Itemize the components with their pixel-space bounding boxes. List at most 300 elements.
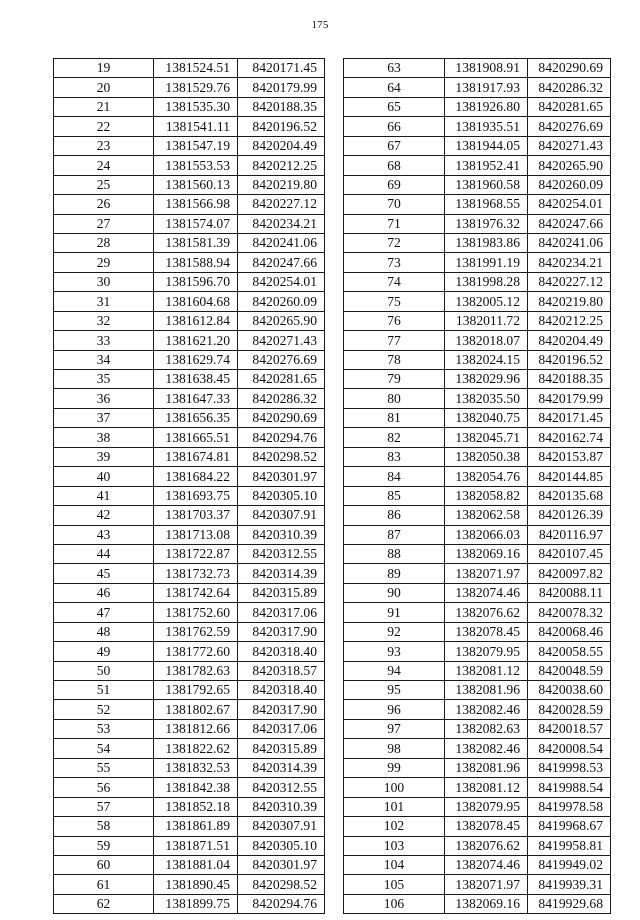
table-row: [54, 700, 325, 719]
table-row: [54, 564, 325, 583]
point-number-cell: 95: [344, 681, 445, 700]
x-coordinate-cell: 1382076.62: [445, 603, 528, 622]
point-number-cell: 66: [344, 117, 445, 136]
table-row: [54, 661, 325, 680]
table-row: [344, 719, 611, 738]
y-coordinate-cell: 8420307.91: [238, 506, 325, 525]
x-coordinate-cell: 1381802.67: [154, 700, 238, 719]
table-row: [344, 195, 611, 214]
x-coordinate-cell: 1382078.45: [445, 817, 528, 836]
coordinates-table-left: [53, 58, 325, 914]
y-coordinate-cell: 8420188.35: [238, 97, 325, 116]
x-coordinate-cell: 1381638.45: [154, 370, 238, 389]
y-coordinate-cell: 8420247.66: [238, 253, 325, 272]
y-coordinate-cell: 8420227.12: [528, 272, 611, 291]
table-row: [54, 214, 325, 233]
x-coordinate-cell: 1381935.51: [445, 117, 528, 136]
point-number-cell: 93: [344, 642, 445, 661]
table-row: [54, 855, 325, 874]
x-coordinate-cell: 1382081.96: [445, 758, 528, 777]
x-coordinate-cell: 1381926.80: [445, 97, 528, 116]
table-row: [344, 311, 611, 330]
table-row: [344, 739, 611, 758]
table-row: [344, 389, 611, 408]
point-number-cell: 32: [54, 311, 154, 330]
x-coordinate-cell: 1381899.75: [154, 894, 238, 913]
y-coordinate-cell: 8420317.06: [238, 719, 325, 738]
x-coordinate-cell: 1382082.46: [445, 700, 528, 719]
y-coordinate-cell: 8420144.85: [528, 467, 611, 486]
point-number-cell: 100: [344, 778, 445, 797]
table-row: [54, 156, 325, 175]
point-number-cell: 59: [54, 836, 154, 855]
point-number-cell: 87: [344, 525, 445, 544]
table-row: [54, 817, 325, 836]
x-coordinate-cell: 1382082.63: [445, 719, 528, 738]
point-number-cell: 27: [54, 214, 154, 233]
x-coordinate-cell: 1381684.22: [154, 467, 238, 486]
point-number-cell: 34: [54, 350, 154, 369]
y-coordinate-cell: 8420301.97: [238, 467, 325, 486]
table-row: [344, 855, 611, 874]
table-row: [344, 622, 611, 641]
y-coordinate-cell: 8420310.39: [238, 797, 325, 816]
point-number-cell: 64: [344, 78, 445, 97]
table-row: [344, 486, 611, 505]
table-row: [344, 681, 611, 700]
y-coordinate-cell: 8419958.81: [528, 836, 611, 855]
table-row: [54, 292, 325, 311]
point-number-cell: 29: [54, 253, 154, 272]
x-coordinate-cell: 1382062.58: [445, 506, 528, 525]
point-number-cell: 79: [344, 370, 445, 389]
point-number-cell: 46: [54, 583, 154, 602]
y-coordinate-cell: 8420281.65: [528, 97, 611, 116]
table-row: [54, 739, 325, 758]
table-row: [344, 253, 611, 272]
table-row: [344, 428, 611, 447]
point-number-cell: 25: [54, 175, 154, 194]
point-number-cell: 91: [344, 603, 445, 622]
y-coordinate-cell: 8420294.76: [238, 894, 325, 913]
x-coordinate-cell: 1381604.68: [154, 292, 238, 311]
x-coordinate-cell: 1381665.51: [154, 428, 238, 447]
table-row: [344, 700, 611, 719]
table-row: [344, 156, 611, 175]
table-row: [344, 875, 611, 894]
x-coordinate-cell: 1381960.58: [445, 175, 528, 194]
point-number-cell: 77: [344, 331, 445, 350]
x-coordinate-cell: 1382081.12: [445, 661, 528, 680]
point-number-cell: 103: [344, 836, 445, 855]
point-number-cell: 104: [344, 855, 445, 874]
point-number-cell: 42: [54, 506, 154, 525]
x-coordinate-cell: 1382081.12: [445, 778, 528, 797]
y-coordinate-cell: 8420126.39: [528, 506, 611, 525]
table-row: [54, 233, 325, 252]
table-row: [54, 894, 325, 913]
y-coordinate-cell: 8420088.11: [528, 583, 611, 602]
table-row: [54, 253, 325, 272]
point-number-cell: 80: [344, 389, 445, 408]
table-row: [54, 622, 325, 641]
point-number-cell: 41: [54, 486, 154, 505]
y-coordinate-cell: 8420153.87: [528, 447, 611, 466]
table-row: [54, 97, 325, 116]
table-row: [54, 350, 325, 369]
y-coordinate-cell: 8420179.99: [238, 78, 325, 97]
table-row: [344, 350, 611, 369]
table-row: [54, 525, 325, 544]
x-coordinate-cell: 1382066.03: [445, 525, 528, 544]
point-number-cell: 21: [54, 97, 154, 116]
y-coordinate-cell: 8420290.69: [528, 59, 611, 78]
table-row: [54, 486, 325, 505]
table-row: [54, 875, 325, 894]
y-coordinate-cell: 8420247.66: [528, 214, 611, 233]
point-number-cell: 45: [54, 564, 154, 583]
table-row: [344, 272, 611, 291]
x-coordinate-cell: 1381792.65: [154, 681, 238, 700]
table-row: [344, 175, 611, 194]
x-coordinate-cell: 1382029.96: [445, 370, 528, 389]
table-row: [54, 506, 325, 525]
point-number-cell: 96: [344, 700, 445, 719]
point-number-cell: 35: [54, 370, 154, 389]
y-coordinate-cell: 8420234.21: [238, 214, 325, 233]
y-coordinate-cell: 8420058.55: [528, 642, 611, 661]
point-number-cell: 65: [344, 97, 445, 116]
point-number-cell: 37: [54, 408, 154, 427]
point-number-cell: 86: [344, 506, 445, 525]
table-row: [54, 778, 325, 797]
x-coordinate-cell: 1382071.97: [445, 564, 528, 583]
table-row: [54, 175, 325, 194]
x-coordinate-cell: 1381968.55: [445, 195, 528, 214]
y-coordinate-cell: 8420305.10: [238, 486, 325, 505]
x-coordinate-cell: 1382054.76: [445, 467, 528, 486]
point-number-cell: 63: [344, 59, 445, 78]
point-number-cell: 83: [344, 447, 445, 466]
table-row: [344, 370, 611, 389]
x-coordinate-cell: 1382024.15: [445, 350, 528, 369]
point-number-cell: 22: [54, 117, 154, 136]
x-coordinate-cell: 1382058.82: [445, 486, 528, 505]
point-number-cell: 99: [344, 758, 445, 777]
y-coordinate-cell: 8420219.80: [238, 175, 325, 194]
y-coordinate-cell: 8420318.40: [238, 642, 325, 661]
x-coordinate-cell: 1381762.59: [154, 622, 238, 641]
point-number-cell: 84: [344, 467, 445, 486]
table-row: [54, 117, 325, 136]
x-coordinate-cell: 1381782.63: [154, 661, 238, 680]
x-coordinate-cell: 1381647.33: [154, 389, 238, 408]
table-row: [54, 797, 325, 816]
point-number-cell: 69: [344, 175, 445, 194]
y-coordinate-cell: 8420008.54: [528, 739, 611, 758]
y-coordinate-cell: 8420260.09: [528, 175, 611, 194]
point-number-cell: 81: [344, 408, 445, 427]
point-number-cell: 102: [344, 817, 445, 836]
y-coordinate-cell: 8420212.25: [238, 156, 325, 175]
point-number-cell: 72: [344, 233, 445, 252]
x-coordinate-cell: 1381621.20: [154, 331, 238, 350]
table-row: [54, 447, 325, 466]
x-coordinate-cell: 1381822.62: [154, 739, 238, 758]
y-coordinate-cell: 8420204.49: [528, 331, 611, 350]
point-number-cell: 36: [54, 389, 154, 408]
y-coordinate-cell: 8420068.46: [528, 622, 611, 641]
table-row: [54, 136, 325, 155]
y-coordinate-cell: 8419949.02: [528, 855, 611, 874]
x-coordinate-cell: 1381693.75: [154, 486, 238, 505]
x-coordinate-cell: 1381832.53: [154, 758, 238, 777]
point-number-cell: 88: [344, 544, 445, 563]
point-number-cell: 43: [54, 525, 154, 544]
point-number-cell: 20: [54, 78, 154, 97]
point-number-cell: 78: [344, 350, 445, 369]
x-coordinate-cell: 1382069.16: [445, 894, 528, 913]
table-row: [54, 195, 325, 214]
y-coordinate-cell: 8420048.59: [528, 661, 611, 680]
point-number-cell: 26: [54, 195, 154, 214]
point-number-cell: 19: [54, 59, 154, 78]
coordinates-table-left-body: [54, 59, 325, 914]
table-row: [344, 136, 611, 155]
y-coordinate-cell: 8420260.09: [238, 292, 325, 311]
table-row: [54, 272, 325, 291]
point-number-cell: 85: [344, 486, 445, 505]
table-row: [344, 447, 611, 466]
point-number-cell: 89: [344, 564, 445, 583]
point-number-cell: 60: [54, 855, 154, 874]
point-number-cell: 40: [54, 467, 154, 486]
y-coordinate-cell: 8420116.97: [528, 525, 611, 544]
y-coordinate-cell: 8420162.74: [528, 428, 611, 447]
y-coordinate-cell: 8420018.57: [528, 719, 611, 738]
y-coordinate-cell: 8420196.52: [238, 117, 325, 136]
point-number-cell: 48: [54, 622, 154, 641]
x-coordinate-cell: 1382074.46: [445, 855, 528, 874]
x-coordinate-cell: 1381529.76: [154, 78, 238, 97]
table-row: [54, 59, 325, 78]
point-number-cell: 70: [344, 195, 445, 214]
x-coordinate-cell: 1381861.89: [154, 817, 238, 836]
table-row: [54, 719, 325, 738]
y-coordinate-cell: 8420301.97: [238, 855, 325, 874]
x-coordinate-cell: 1382040.75: [445, 408, 528, 427]
table-row: [54, 389, 325, 408]
table-row: [54, 642, 325, 661]
table-row: [54, 370, 325, 389]
x-coordinate-cell: 1382081.96: [445, 681, 528, 700]
y-coordinate-cell: 8420097.82: [528, 564, 611, 583]
y-coordinate-cell: 8420234.21: [528, 253, 611, 272]
point-number-cell: 49: [54, 642, 154, 661]
x-coordinate-cell: 1381842.38: [154, 778, 238, 797]
table-row: [344, 233, 611, 252]
y-coordinate-cell: 8420212.25: [528, 311, 611, 330]
table-row: [344, 836, 611, 855]
table-row: [344, 564, 611, 583]
table-row: [54, 681, 325, 700]
table-row: [344, 59, 611, 78]
y-coordinate-cell: 8420271.43: [528, 136, 611, 155]
table-row: [344, 525, 611, 544]
table-row: [54, 428, 325, 447]
x-coordinate-cell: 1381944.05: [445, 136, 528, 155]
point-number-cell: 105: [344, 875, 445, 894]
point-number-cell: 52: [54, 700, 154, 719]
y-coordinate-cell: 8420265.90: [528, 156, 611, 175]
y-coordinate-cell: 8419998.53: [528, 758, 611, 777]
table-row: [344, 544, 611, 563]
y-coordinate-cell: 8419978.58: [528, 797, 611, 816]
x-coordinate-cell: 1381742.64: [154, 583, 238, 602]
table-row: [344, 408, 611, 427]
x-coordinate-cell: 1382079.95: [445, 642, 528, 661]
table-row: [54, 603, 325, 622]
y-coordinate-cell: 8419929.68: [528, 894, 611, 913]
x-coordinate-cell: 1382071.97: [445, 875, 528, 894]
y-coordinate-cell: 8419939.31: [528, 875, 611, 894]
y-coordinate-cell: 8420196.52: [528, 350, 611, 369]
x-coordinate-cell: 1382078.45: [445, 622, 528, 641]
table-row: [344, 758, 611, 777]
y-coordinate-cell: 8420241.06: [238, 233, 325, 252]
x-coordinate-cell: 1381547.19: [154, 136, 238, 155]
y-coordinate-cell: 8420318.57: [238, 661, 325, 680]
point-number-cell: 39: [54, 447, 154, 466]
y-coordinate-cell: 8420305.10: [238, 836, 325, 855]
table-row: [344, 97, 611, 116]
coordinates-table-right: [343, 58, 611, 914]
y-coordinate-cell: 8420294.76: [238, 428, 325, 447]
y-coordinate-cell: 8419968.67: [528, 817, 611, 836]
table-row: [344, 661, 611, 680]
x-coordinate-cell: 1381890.45: [154, 875, 238, 894]
x-coordinate-cell: 1381812.66: [154, 719, 238, 738]
point-number-cell: 74: [344, 272, 445, 291]
point-number-cell: 33: [54, 331, 154, 350]
x-coordinate-cell: 1382050.38: [445, 447, 528, 466]
x-coordinate-cell: 1382035.50: [445, 389, 528, 408]
x-coordinate-cell: 1381703.37: [154, 506, 238, 525]
point-number-cell: 28: [54, 233, 154, 252]
x-coordinate-cell: 1381553.53: [154, 156, 238, 175]
x-coordinate-cell: 1382074.46: [445, 583, 528, 602]
x-coordinate-cell: 1381713.08: [154, 525, 238, 544]
y-coordinate-cell: 8420219.80: [528, 292, 611, 311]
table-row: [54, 758, 325, 777]
y-coordinate-cell: 8420315.89: [238, 583, 325, 602]
point-number-cell: 38: [54, 428, 154, 447]
y-coordinate-cell: 8420281.65: [238, 370, 325, 389]
point-number-cell: 61: [54, 875, 154, 894]
y-coordinate-cell: 8420312.55: [238, 544, 325, 563]
x-coordinate-cell: 1381881.04: [154, 855, 238, 874]
y-coordinate-cell: 8420315.89: [238, 739, 325, 758]
table-row: [54, 311, 325, 330]
point-number-cell: 44: [54, 544, 154, 563]
x-coordinate-cell: 1381952.41: [445, 156, 528, 175]
point-number-cell: 50: [54, 661, 154, 680]
point-number-cell: 58: [54, 817, 154, 836]
y-coordinate-cell: 8420286.32: [528, 78, 611, 97]
x-coordinate-cell: 1381535.30: [154, 97, 238, 116]
point-number-cell: 47: [54, 603, 154, 622]
point-number-cell: 92: [344, 622, 445, 641]
point-number-cell: 62: [54, 894, 154, 913]
point-number-cell: 73: [344, 253, 445, 272]
table-row: [344, 642, 611, 661]
point-number-cell: 68: [344, 156, 445, 175]
y-coordinate-cell: 8420204.49: [238, 136, 325, 155]
x-coordinate-cell: 1382069.16: [445, 544, 528, 563]
y-coordinate-cell: 8420038.60: [528, 681, 611, 700]
point-number-cell: 97: [344, 719, 445, 738]
point-number-cell: 98: [344, 739, 445, 758]
y-coordinate-cell: 8420318.40: [238, 681, 325, 700]
x-coordinate-cell: 1382079.95: [445, 797, 528, 816]
table-row: [344, 894, 611, 913]
table-row: [344, 603, 611, 622]
y-coordinate-cell: 8420254.01: [238, 272, 325, 291]
y-coordinate-cell: 8420276.69: [238, 350, 325, 369]
table-row: [54, 544, 325, 563]
point-number-cell: 53: [54, 719, 154, 738]
y-coordinate-cell: 8420227.12: [238, 195, 325, 214]
x-coordinate-cell: 1381596.70: [154, 272, 238, 291]
x-coordinate-cell: 1382011.72: [445, 311, 528, 330]
x-coordinate-cell: 1381629.74: [154, 350, 238, 369]
y-coordinate-cell: 8420028.59: [528, 700, 611, 719]
x-coordinate-cell: 1381976.32: [445, 214, 528, 233]
x-coordinate-cell: 1381574.07: [154, 214, 238, 233]
y-coordinate-cell: 8420317.90: [238, 622, 325, 641]
x-coordinate-cell: 1381656.35: [154, 408, 238, 427]
table-row: [54, 408, 325, 427]
table-row: [344, 467, 611, 486]
table-row: [344, 506, 611, 525]
y-coordinate-cell: 8420241.06: [528, 233, 611, 252]
point-number-cell: 76: [344, 311, 445, 330]
x-coordinate-cell: 1381722.87: [154, 544, 238, 563]
y-coordinate-cell: 8420317.90: [238, 700, 325, 719]
point-number-cell: 54: [54, 739, 154, 758]
table-row: [344, 583, 611, 602]
x-coordinate-cell: 1381752.60: [154, 603, 238, 622]
x-coordinate-cell: 1381917.93: [445, 78, 528, 97]
x-coordinate-cell: 1382005.12: [445, 292, 528, 311]
page-number: 175: [311, 19, 329, 31]
y-coordinate-cell: 8420312.55: [238, 778, 325, 797]
y-coordinate-cell: 8420135.68: [528, 486, 611, 505]
table-row: [54, 836, 325, 855]
x-coordinate-cell: 1381871.51: [154, 836, 238, 855]
y-coordinate-cell: 8420307.91: [238, 817, 325, 836]
x-coordinate-cell: 1381612.84: [154, 311, 238, 330]
y-coordinate-cell: 8420107.45: [528, 544, 611, 563]
x-coordinate-cell: 1381541.11: [154, 117, 238, 136]
point-number-cell: 56: [54, 778, 154, 797]
table-row: [344, 817, 611, 836]
y-coordinate-cell: 8420188.35: [528, 370, 611, 389]
x-coordinate-cell: 1381560.13: [154, 175, 238, 194]
x-coordinate-cell: 1381566.98: [154, 195, 238, 214]
coordinates-table-right-body: [344, 59, 611, 914]
point-number-cell: 57: [54, 797, 154, 816]
